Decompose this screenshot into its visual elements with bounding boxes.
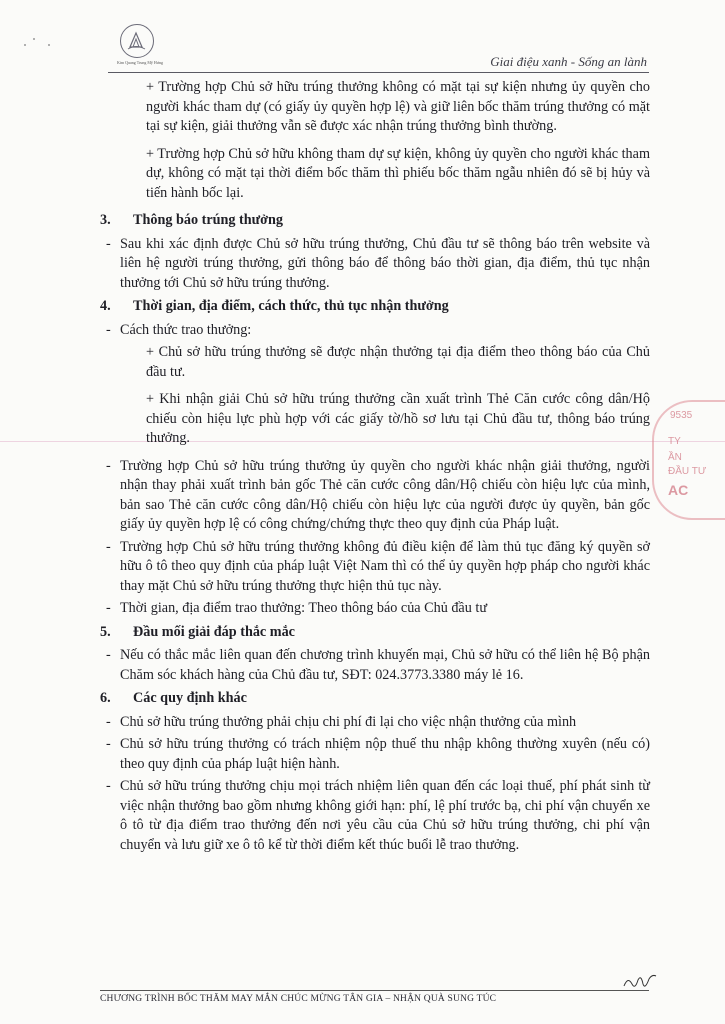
stamp-text: ẦN (668, 452, 682, 463)
section-heading-5 (100, 623, 650, 643)
logo-caption: Kim Quang Trung Mỹ Hưng (117, 60, 163, 65)
footer-divider (100, 990, 649, 991)
scan-speck (48, 44, 50, 46)
stamp-text: ĐẦU TƯ (668, 466, 707, 477)
section-title: Đầu mối giải đáp thắc mắc (133, 623, 295, 640)
list-item-text: Chủ sở hữu trúng thưởng phải chịu chi phí đi lại cho việc nhận thưởng của mình (120, 713, 577, 730)
list-item-text: Trường hợp Chủ sở hữu trúng thưởng ủy quyền cho người khác nhận giải thưởng, người nhận thay phải xuất trình bản gốc Thẻ căn cước công dân/Hộ chiếu còn hiệu lực của mình, bản sao Thẻ căn cước công dân/Hộ chiếu còn hiệu lực của người được ủy quyền, bản gốc giấy ủy quyền hợp lệ có công chứng/chứng thực theo quy định của Pháp luật. (120, 457, 650, 532)
list-item-text: Chủ sở hữu trúng thưởng có trách nhiệm nộp thuế thu nhập không thường xuyên (nếu có) theo quy định của pháp luật hiện hành. (120, 736, 650, 772)
scan-speck (24, 44, 26, 46)
list-item (100, 235, 650, 294)
list-item (100, 321, 650, 341)
dash-bullet: - (106, 647, 111, 663)
list-item (100, 713, 650, 733)
paragraph-proxy-attendance: + Trường hợp Chủ sở hữu trúng thưởng không có mặt tại sự kiện nhưng ủy quyền cho người khác tham dự (có giấy ủy quyền hợp lệ) và giữ liên bốc thăm trúng thưởng có mặt tại sự kiện, giải thưởng vẫn sẽ được xác nhận trúng thưởng bình thường. (146, 79, 650, 134)
stamp-text: AC (668, 482, 689, 498)
section-heading-3 (100, 211, 650, 231)
dash-bullet: - (106, 235, 111, 252)
dash-bullet: - (106, 321, 111, 338)
paragraph-absence: + Trường hợp Chủ sở hữu không tham dự sự kiện, không ủy quyền cho người khác tham dự, không có mặt tại thời điểm bốc thăm thì phiếu bốc thăm ngẫu nhiên đó sẽ bị hủy và tiến hành bốc lại. (146, 145, 650, 201)
company-logo (112, 24, 168, 68)
list-item-text: Chủ sở hữu trúng thưởng chịu mọi trách nhiệm liên quan đến các loại thuế, phí phát sinh từ việc nhận thưởng bao gồm nhưng không giới hạn: phí, lệ phí trước bạ, chi phí vận chuyển xe ô tô từ địa điểm trao thưởng đến nơi yêu cầu của Chủ sở hữu trúng thưởng, chi phí vận chuyển và lưu giữ xe ô tô kể từ thời điểm kết thúc buổi lễ trao thưởng. (120, 778, 650, 853)
section-title: Các quy định khác (133, 690, 247, 706)
list-item (100, 538, 650, 597)
list-item (100, 777, 650, 855)
paragraph-award-location: + Chủ sở hữu trúng thưởng sẽ được nhận thưởng tại địa điểm theo thông báo của Chủ đầu tư. (146, 344, 650, 380)
section-title: Thông báo trúng thưởng (133, 212, 284, 228)
dash-bullet: - (106, 457, 111, 474)
logo-emblem-icon (120, 24, 154, 58)
footer-program-title: CHƯƠNG TRÌNH BỐC THĂM MAY MẮN CHÚC MỪNG TÂN GIA – NHẬN QUÀ SUNG TÚC (100, 994, 497, 1004)
document-body (100, 78, 650, 858)
dash-bullet: - (106, 600, 111, 616)
scan-speck (33, 38, 35, 40)
stamp-text: 9535 (670, 410, 693, 421)
list-item-text: Nếu có thắc mắc liên quan đến chương trình khuyến mại, Chủ sở hữu có thể liên hệ Bộ phận Chăm sóc khách hàng của Chủ đầu tư, SĐT: 024.3773.3380 máy lẻ 16. (120, 647, 650, 683)
list-item (100, 457, 650, 535)
list-item-text: Cách thức trao thưởng: (120, 321, 252, 338)
list-item (100, 599, 650, 619)
paragraph-id-requirement: + Khi nhận giải Chủ sở hữu trúng thưởng cần xuất trình Thẻ Căn cước công dân/Hộ chiếu còn hiệu lực phù hợp với các giấy tờ/hồ sơ lưu tại Chủ đầu tư, thông báo trúng thưởng. (146, 391, 650, 446)
initials-signature-icon (622, 970, 658, 992)
section-number: 5. (100, 623, 111, 640)
stamp-text: TY (668, 436, 681, 447)
list-item-text: Sau khi xác định được Chủ sở hữu trúng thưởng, Chủ đầu tư sẽ thông báo trên website và liên hệ người trúng thưởng, gửi thông báo để thông báo thời gian, địa điểm, thủ tục nhận thưởng tới Chủ sở hữu trúng thưởng. (120, 235, 650, 291)
section-heading-6 (100, 689, 650, 709)
dash-bullet: - (106, 778, 111, 794)
list-item (100, 646, 650, 685)
header-divider (108, 72, 649, 73)
company-seal-stamp (652, 400, 725, 520)
section-heading-4 (100, 297, 650, 317)
list-item (100, 735, 650, 774)
section-number: 3. (100, 212, 111, 228)
list-item-text: Trường hợp Chủ sở hữu trúng thưởng không đủ điều kiện để làm thủ tục đăng ký quyền sở hữu ô tô theo quy định của pháp luật Việt Nam thì có thể ủy quyền hợp pháp cho người khác thay mặt Chủ sở hữu trúng thưởng thực hiện thủ tục này. (120, 538, 650, 594)
dash-bullet: - (106, 736, 111, 752)
list-item-text: Thời gian, địa điểm trao thưởng: Theo thông báo của Chủ đầu tư (120, 600, 488, 616)
dash-bullet: - (106, 713, 111, 730)
header-slogan: Giai điệu xanh - Sống an lành (490, 54, 647, 69)
dash-bullet: - (106, 538, 111, 555)
section-number: 4. (100, 298, 111, 314)
section-number: 6. (100, 690, 111, 706)
section-title: Thời gian, địa điểm, cách thức, thủ tục nhận thưởng (133, 298, 449, 314)
